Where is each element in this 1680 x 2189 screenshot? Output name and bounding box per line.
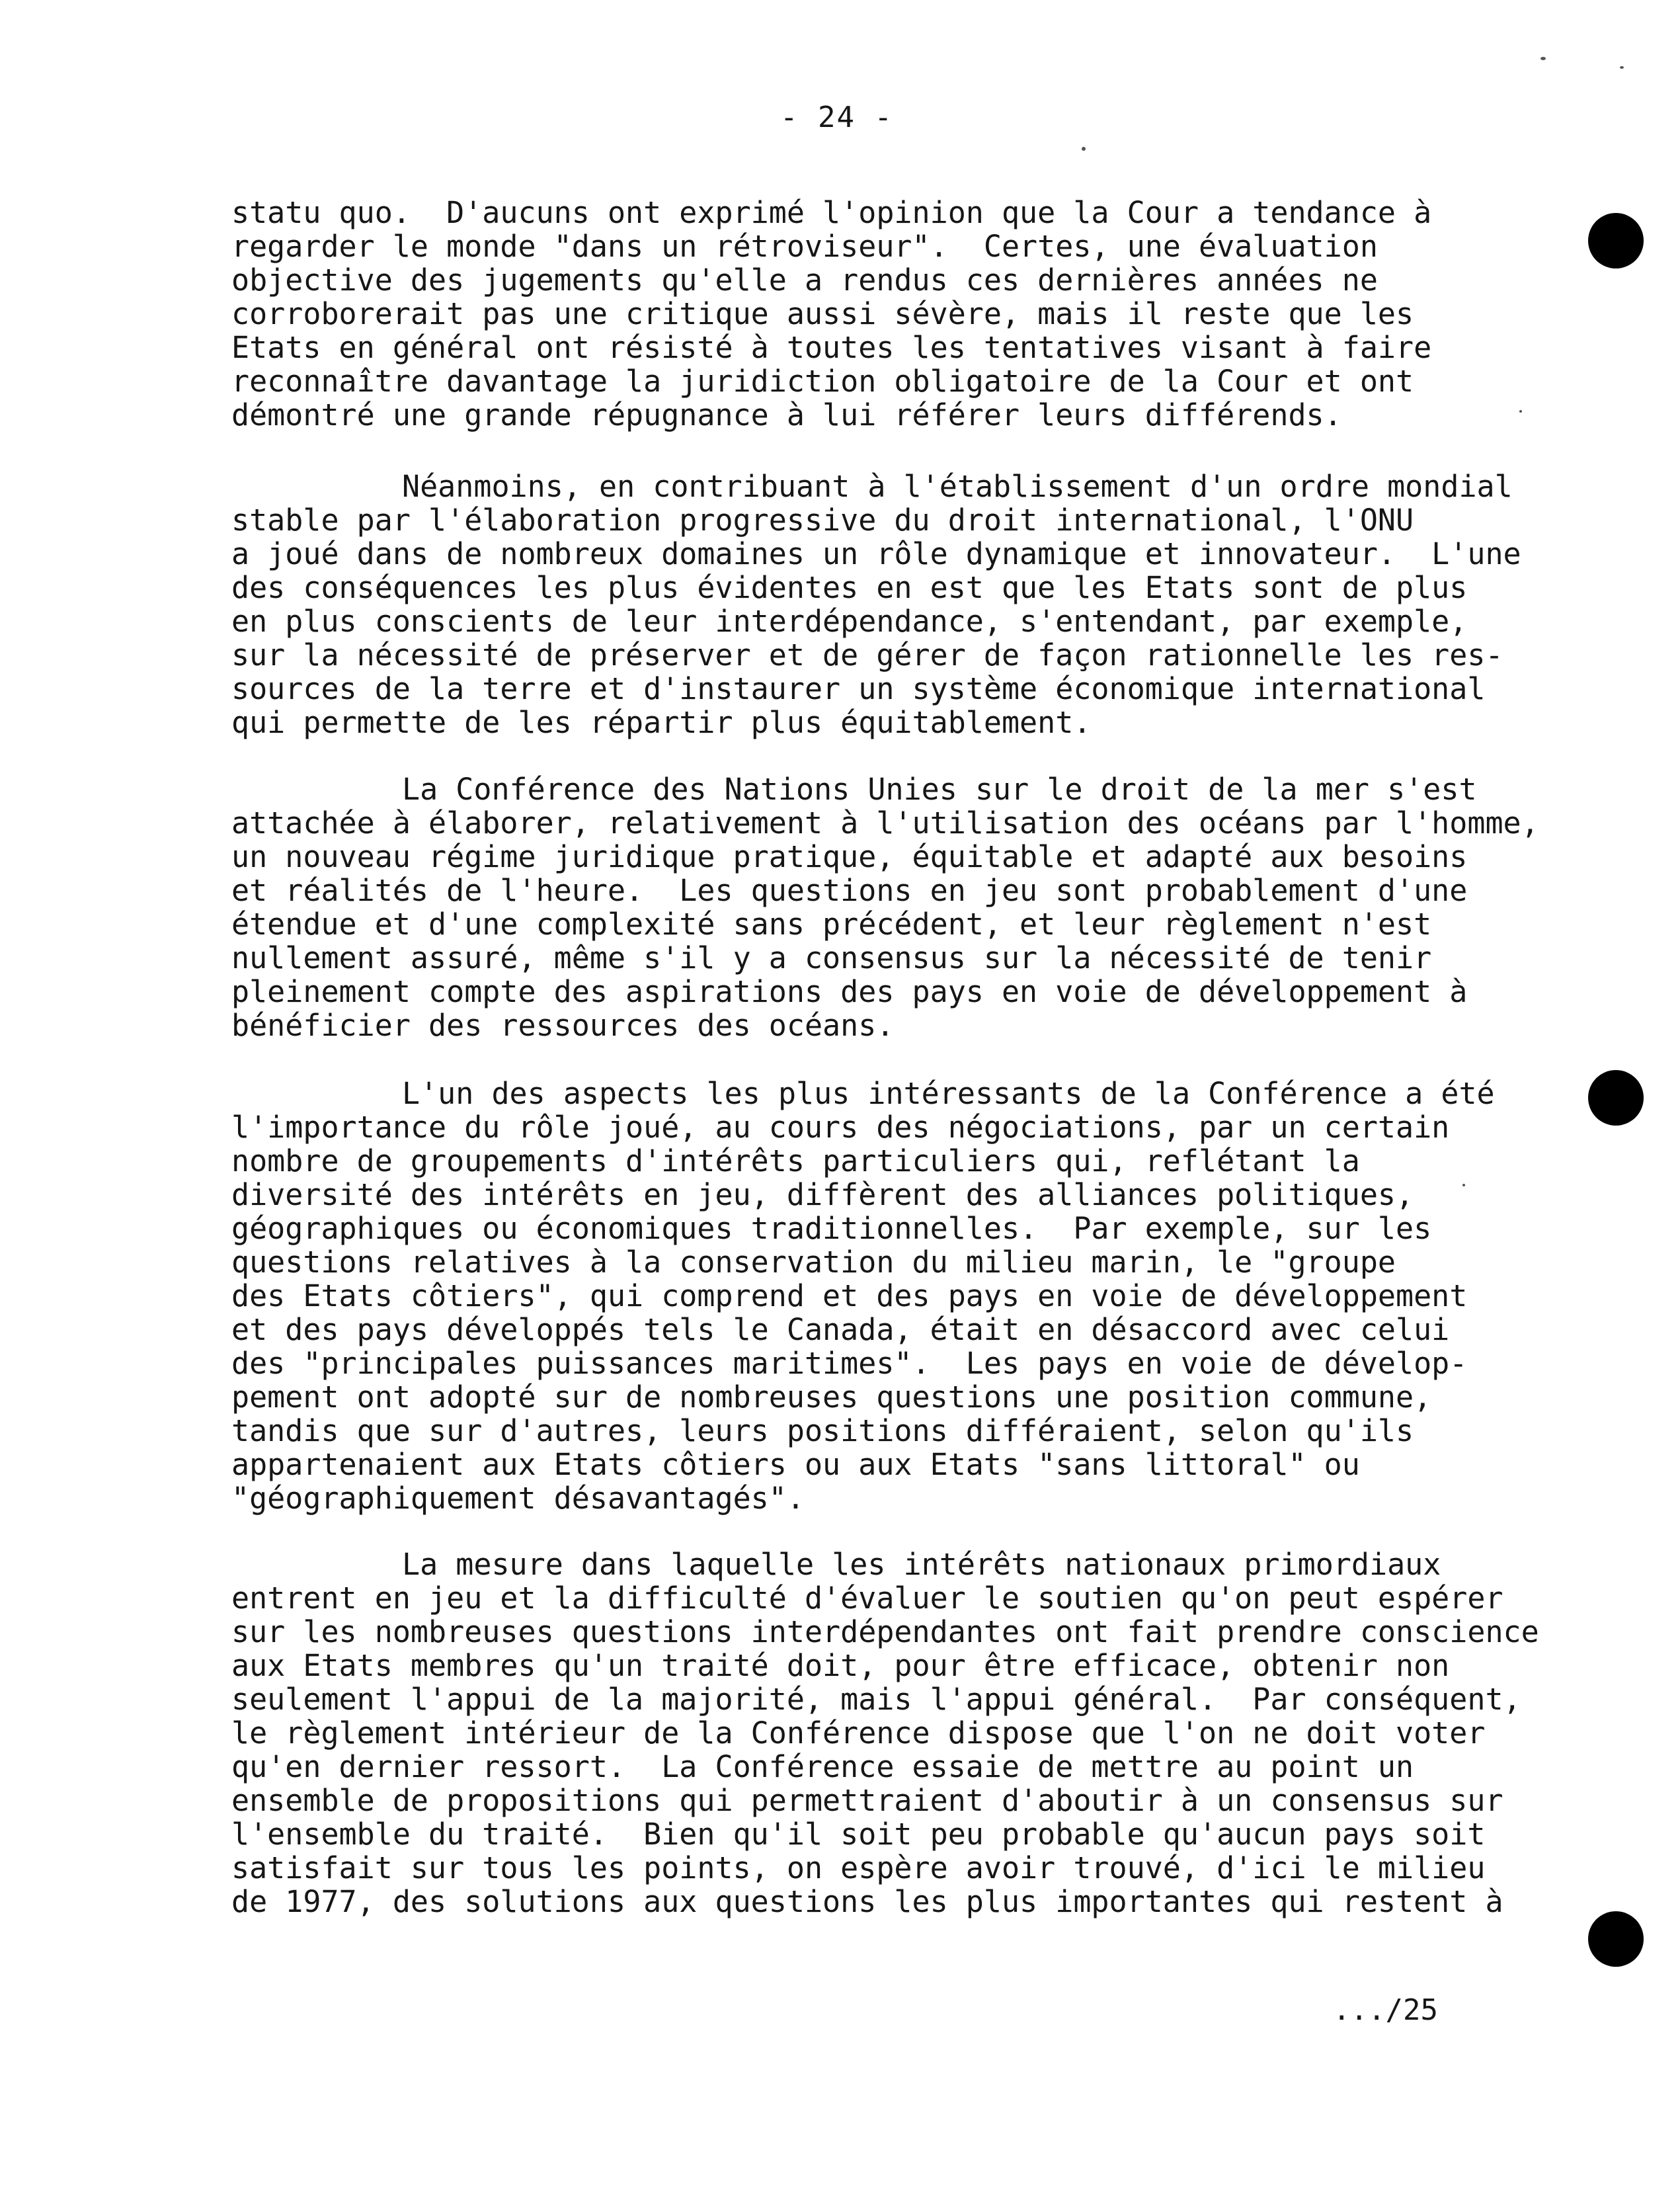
text-line: de 1977, des solutions aux questions les plus importantes qui restent à [231, 1884, 1503, 1919]
text-line: appartenaient aux Etats côtiers ou aux Etats "sans littoral" ou [231, 1447, 1360, 1482]
text-line: nullement assuré, même s'il y a consensus sur la nécessité de tenir [231, 940, 1432, 975]
punch-hole [1588, 1070, 1644, 1126]
paragraph-3 [231, 772, 1539, 1043]
text-line: reconnaître davantage la juridiction obligatoire de la Cour et ont [231, 364, 1414, 399]
text-line: seulement l'appui de la majorité, mais l'appui général. Par conséquent, [231, 1682, 1521, 1717]
text-line: a joué dans de nombreux domaines un rôle dynamique et innovateur. L'une [231, 536, 1521, 571]
text-line: corroborerait pas une critique aussi sévère, mais il reste que les [231, 296, 1414, 331]
text-line: regarder le monde "dans un rétroviseur". Certes, une évaluation [231, 229, 1378, 264]
text-line: attachée à élaborer, relativement à l'utilisation des océans par l'homme, [231, 805, 1539, 841]
text-line: stable par l'élaboration progressive du droit international, l'ONU [231, 503, 1414, 538]
text-line: La mesure dans laquelle les intérêts nationaux primordiaux [402, 1547, 1441, 1582]
paragraph-2 [231, 469, 1521, 740]
text-line: L'un des aspects les plus intéressants de la Conférence a été [402, 1076, 1495, 1111]
text-line: Néanmoins, en contribuant à l'établissement d'un ordre mondial [402, 469, 1513, 504]
text-line: diversité des intérêts en jeu, diffèrent des alliances politiques, [231, 1177, 1414, 1212]
text-line: bénéficier des ressources des océans. [231, 1008, 895, 1043]
page-number: - 24 - [780, 101, 893, 134]
text-line: ensemble de propositions qui permettraient d'aboutir à un consensus sur [231, 1783, 1503, 1818]
text-line: nombre de groupements d'intérêts particuliers qui, reflétant la [231, 1143, 1360, 1178]
text-line: questions relatives à la conservation du milieu marin, le "groupe [231, 1245, 1396, 1280]
continuation-marker: .../25 [1333, 1993, 1438, 2027]
text-line: aux Etats membres qu'un traité doit, pour être efficace, obtenir non [231, 1648, 1450, 1683]
paragraph-5 [231, 1547, 1539, 1919]
text-line: le règlement intérieur de la Conférence dispose que l'on ne doit voter [231, 1715, 1486, 1751]
text-line: La Conférence des Nations Unies sur le droit de la mer s'est [402, 772, 1477, 807]
text-line: qu'en dernier ressort. La Conférence essaie de mettre au point un [231, 1749, 1414, 1784]
text-line: des conséquences les plus évidentes en est que les Etats sont de plus [231, 570, 1468, 605]
text-line: et réalités de l'heure. Les questions en jeu sont probablement d'une [231, 873, 1468, 908]
text-line: géographiques ou économiques traditionnelles. Par exemple, sur les [231, 1211, 1432, 1246]
text-line: des Etats côtiers", qui comprend et des pays en voie de développement [231, 1278, 1468, 1313]
text-line: et des pays développés tels le Canada, était en désaccord avec celui [231, 1312, 1450, 1347]
text-line: étendue et d'une complexité sans précédent, et leur règlement n'est [231, 907, 1432, 942]
text-line: sur la nécessité de préserver et de gérer de façon rationnelle les res- [231, 638, 1503, 673]
text-line: un nouveau régime juridique pratique, équitable et adapté aux besoins [231, 839, 1468, 874]
text-line: statu quo. D'aucuns ont exprimé l'opinion que la Cour a tendance à [231, 195, 1432, 230]
text-line: entrent en jeu et la difficulté d'évaluer le soutien qu'on peut espérer [231, 1581, 1503, 1616]
scan-speck [1519, 410, 1522, 413]
text-line: qui permette de les répartir plus équitablement. [231, 705, 1092, 740]
scan-speck [1620, 66, 1624, 69]
text-line: des "principales puissances maritimes". Les pays en voie de dévelop- [231, 1346, 1468, 1381]
text-line: "géographiquement désavantagés". [231, 1481, 805, 1516]
text-line: Etats en général ont résisté à toutes les tentatives visant à faire [231, 330, 1432, 365]
scan-speck [1082, 147, 1086, 151]
punch-hole [1588, 213, 1644, 268]
paragraph-4 [231, 1076, 1495, 1516]
text-line: l'ensemble du traité. Bien qu'il soit peu probable qu'aucun pays soit [231, 1817, 1486, 1852]
scan-speck [1540, 57, 1546, 60]
text-line: satisfait sur tous les points, on espère avoir trouvé, d'ici le milieu [231, 1850, 1486, 1885]
text-line: objective des jugements qu'elle a rendus ces dernières années ne [231, 263, 1378, 298]
text-line: pement ont adopté sur de nombreuses questions une position commune, [231, 1380, 1432, 1415]
text-line: sur les nombreuses questions interdépendantes ont fait prendre conscience [231, 1614, 1539, 1649]
text-line: pleinement compte des aspirations des pays en voie de développement à [231, 974, 1468, 1009]
scan-speck [1462, 1184, 1465, 1186]
text-line: l'importance du rôle joué, au cours des négociations, par un certain [231, 1110, 1450, 1145]
text-line: démontré une grande répugnance à lui référer leurs différends. [231, 397, 1342, 433]
paragraph-1 [231, 196, 1474, 432]
text-line: en plus conscients de leur interdépendance, s'entendant, par exemple, [231, 604, 1468, 639]
punch-hole [1588, 1911, 1644, 1967]
text-line: tandis que sur d'autres, leurs positions différaient, selon qu'ils [231, 1413, 1414, 1448]
text-line: sources de la terre et d'instaurer un système économique international [231, 671, 1486, 706]
